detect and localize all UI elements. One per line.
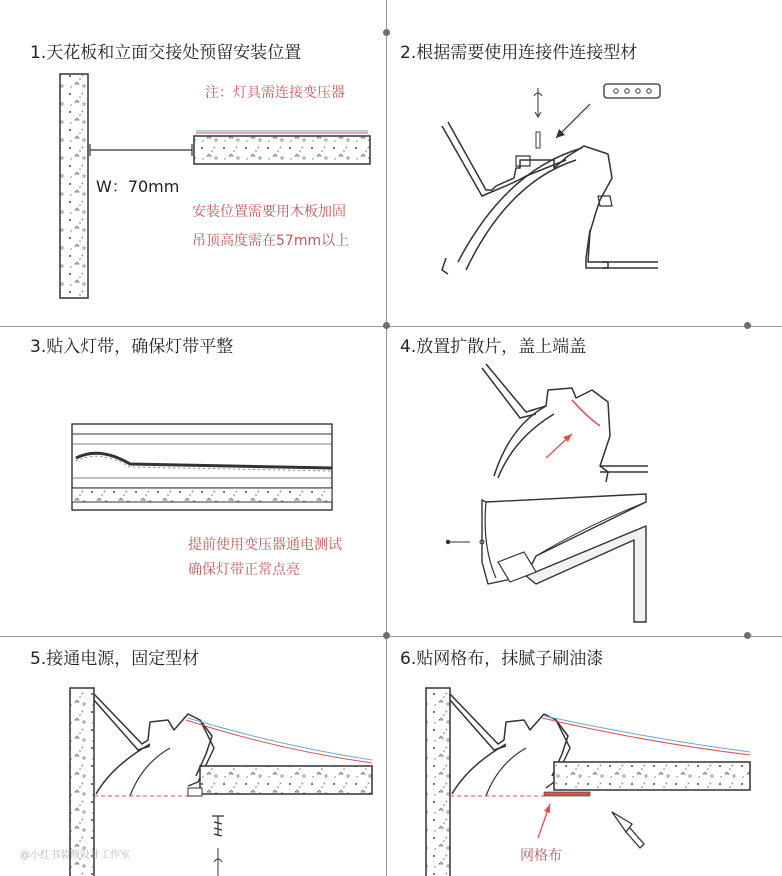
putty-knife-icon bbox=[612, 812, 644, 848]
step-2-title: 2.根据需要使用连接件连接型材 bbox=[400, 43, 638, 63]
note-confirm-lit: 确保灯带正常点亮 bbox=[188, 562, 300, 578]
wall-section bbox=[426, 688, 450, 876]
step-4-title: 4.放置扩散片，盖上端盖 bbox=[400, 337, 587, 357]
screw-pin bbox=[536, 132, 540, 148]
mesh-tape bbox=[544, 792, 590, 796]
step-3-diagram bbox=[0, 326, 386, 636]
watermark: @小红书装修设计工作室 bbox=[20, 850, 130, 861]
profile-mounted bbox=[94, 694, 212, 776]
note-ceiling-height: 吊顶高度需在57mm以上 bbox=[192, 233, 350, 249]
ceiling-line-blue bbox=[544, 716, 750, 752]
step-3-title: 3.贴入灯带，确保灯带平整 bbox=[30, 337, 234, 357]
mesh-label: 网格布 bbox=[520, 848, 562, 864]
step-5-diagram bbox=[0, 636, 386, 876]
screw-icon bbox=[212, 816, 224, 836]
note-wood-reinforce: 安装位置需要用木板加固 bbox=[192, 204, 346, 220]
ceiling-board-strip bbox=[72, 488, 332, 502]
step-1-title: 1.天花板和立面交接处预留安装位置 bbox=[30, 43, 302, 63]
step-2-diagram bbox=[386, 0, 782, 326]
diffuser-cover bbox=[572, 400, 600, 426]
step-6-diagram bbox=[386, 636, 782, 876]
step-5-title: 5.接通电源，固定型材 bbox=[30, 649, 200, 669]
wall-section bbox=[60, 74, 88, 298]
step-6-title: 6.贴网格布，抹腻子刷油漆 bbox=[400, 649, 604, 669]
note-transformer: 注：灯具需连接变压器 bbox=[205, 85, 345, 101]
ceiling-line-red bbox=[186, 720, 372, 763]
ceiling-board bbox=[200, 766, 372, 794]
step-1-diagram bbox=[0, 0, 386, 326]
profile-mounted bbox=[450, 694, 568, 776]
ceiling-board bbox=[194, 136, 370, 164]
ceiling-board bbox=[554, 762, 750, 790]
note-test-power: 提前使用变压器通电测试 bbox=[188, 537, 342, 553]
width-label: W：70mm bbox=[96, 177, 180, 196]
ceiling-line-red bbox=[542, 718, 750, 755]
ceiling-line-blue bbox=[188, 718, 372, 760]
step-4-diagram bbox=[386, 326, 782, 636]
profile-outline bbox=[448, 122, 612, 268]
